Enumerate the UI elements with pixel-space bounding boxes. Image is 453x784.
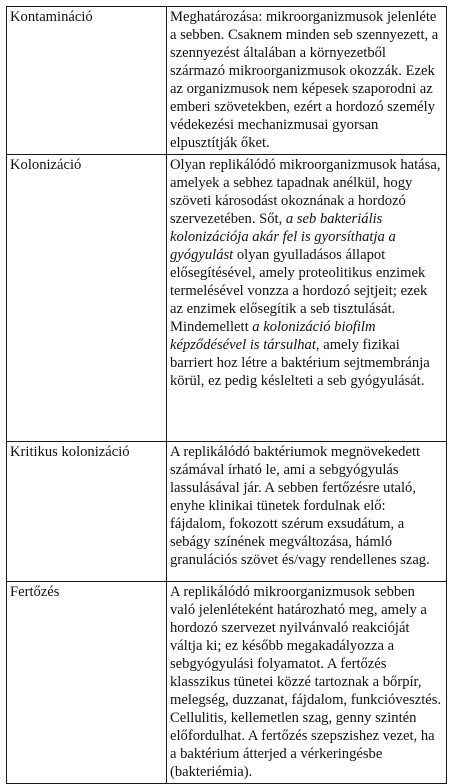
definition-cell (167, 442, 447, 582)
table-row (7, 155, 447, 442)
definitions-table (6, 6, 447, 784)
definition-text: , amely fizikai barriert hoz létre a baktérium sejtmembránja körül, ez pedig késlelteti a seb gyógyulását. (170, 337, 430, 389)
definition-cell (167, 582, 447, 784)
definition-text: A replikálódó mikroorganizmusok sebben való jelenléteként határozható meg, amely a hordozó szervezet nyilvánvaló reakcióját váltja ki; ez később megakadályozza a sebgyógyulási folyamatot. A fertőzés klasszikus tünetei közzé tartoznak a bőrpír, melegség, duzzanat, fájdalom, funkcióvesztés. Cellulitis, kellemetlen szag, genny szintén előfordulhat. A fertőzés szepszishez vezet, ha a baktérium átterjed a vérkeringésbe (bakteriémia). (170, 584, 442, 780)
definition-cell (167, 155, 447, 442)
table-row (7, 7, 447, 155)
term-cell: Kontamináció (7, 7, 167, 155)
definition-text: Meghatározása: mikroorganizmusok jelenléte a sebben. Csaknem minden seb szennyezett, a szennyezést általában a környezetből származó mikroorganizmusok okozzák. Ezek az organizmusok nem képesek szaporodni az emberi szövetekben, ezért a hordozó személy védekezési mechanizmusai gyorsan elpusztítják őket. (170, 9, 439, 151)
term-cell: Kolonizáció (7, 155, 167, 442)
term-cell: Fertőzés (7, 582, 167, 784)
table-row (7, 442, 447, 582)
definition-emphasis: a seb bakteriális kolonizációja akár fel is gyorsíthatja a gyógyulást (170, 211, 396, 263)
term-cell: Kritikus kolonizáció (7, 442, 167, 582)
table-row (7, 582, 447, 784)
definition-emphasis: a kolonizáció biofilm képződésével is társulhat (170, 319, 376, 353)
definition-cell (167, 7, 447, 155)
definition-text: olyan gyulladásos állapot elősegítésével, amely proteolitikus enzimek termelésével vonzza a hordozó sejtjeit; ezek az enzimek elősegítik a seb tisztulását. Mindemellett (170, 247, 428, 335)
definition-text: A replikálódó baktériumok megnövekedett számával írható le, ami a sebgyógyulás lassulásával jár. A sebben fertőzésre utaló, enyhe klinikai tünetek fordulnak elő: fájdalom, fokozott szérum exsudátum, a sebágy színének megváltozása, hámló granulációs szövet és/vagy rendellenes szag. (170, 444, 430, 568)
definition-text: Olyan replikálódó mikroorganizmusok hatása, amelyek a sebhez tapadnak anélkül, hogy szöveti károsodást okoznának a hordozó szervezetében. Sőt, (170, 157, 441, 227)
